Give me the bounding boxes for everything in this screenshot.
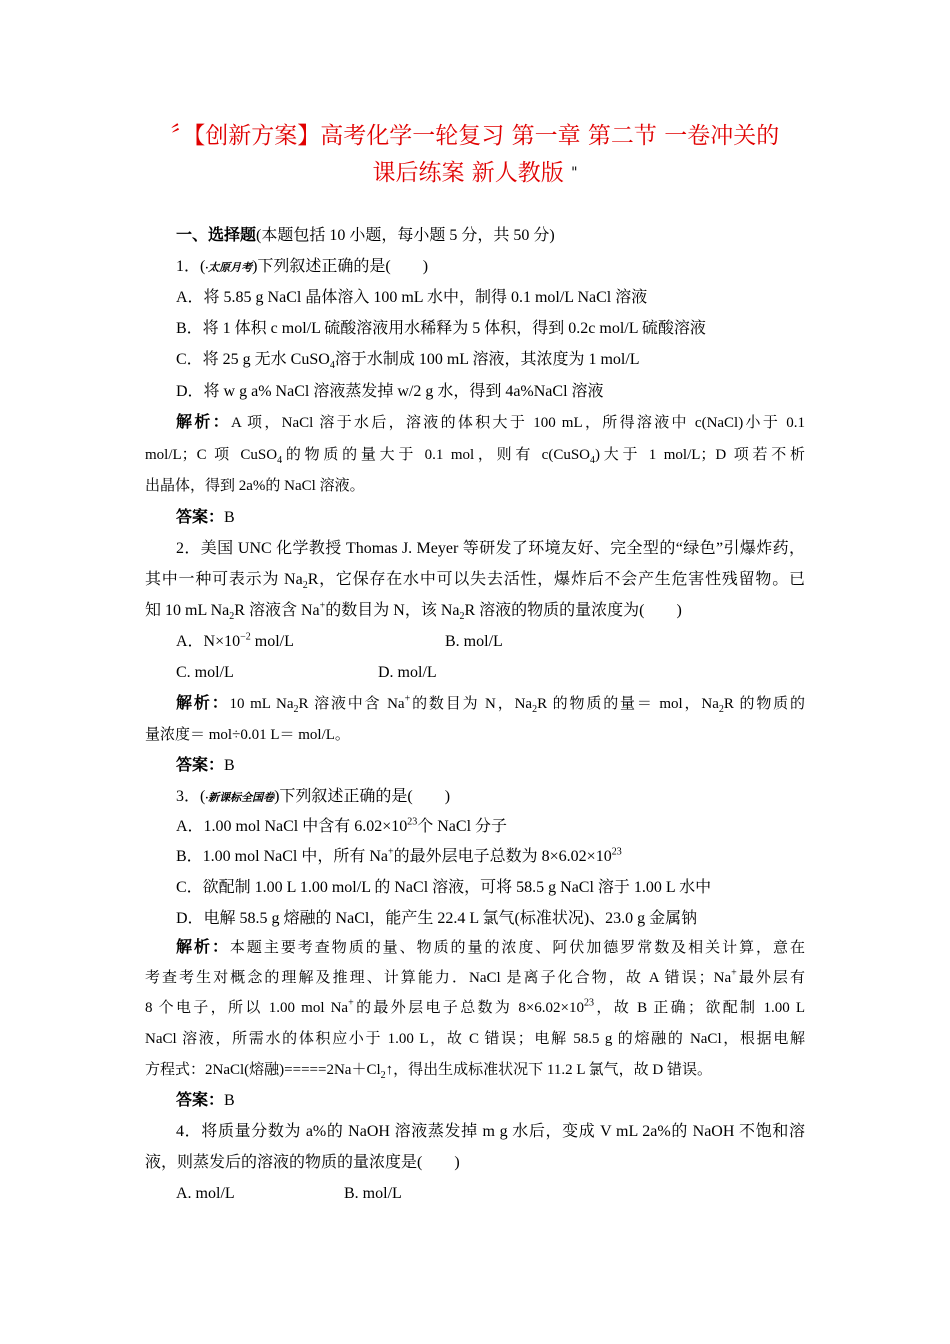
q2-line3a: 知 10 mL Na — [145, 602, 230, 619]
q3-explanation-line2 — [145, 967, 805, 989]
q1-exp-text1: A 项，NaCl 溶于水后，溶液的体积大于 100 mL，所得溶液中 c(NaCl)小于 0.1 — [230, 415, 805, 431]
q1-explanation-line2 — [145, 444, 805, 466]
q3-explanation-line4: NaCl 溶液，所需水的体积应小于 1.00 L，故 C 错误；电解 58.5 g 的熔融的 NaCl，根据电解 — [145, 1031, 805, 1047]
q2-line3-sub2: 2 — [459, 611, 465, 623]
q3-option-b-part1: B．1.00 mol NaCl 中，所有 Na — [176, 848, 388, 865]
q2-option-a-text: A．N×10 — [176, 633, 241, 650]
doc-title-line2 — [0, 154, 950, 192]
q2-exp-label: 解析： — [176, 695, 230, 712]
q2-line2b: R，它保存在水中可以失去活性，爆炸后不会产生危害性残留物。已 — [307, 571, 805, 588]
q3-explanation-line3 — [145, 997, 805, 1019]
q1-exp-sub2: 4 — [590, 455, 596, 467]
q1-stem — [176, 256, 428, 279]
q2-option-a-unit: mol/L — [250, 633, 294, 650]
q3-number: 3．( — [176, 788, 206, 805]
q2-answer-label: 答案： — [176, 757, 225, 774]
q3-option-b-sup2: 23 — [611, 846, 622, 858]
q2-answer-value: B — [224, 757, 235, 774]
q1-answer-value: B — [224, 509, 235, 526]
q2-exp1d: R 的物质的量＝ mol，Na — [537, 696, 719, 712]
q3-explanation-line1 — [176, 937, 805, 959]
q3-option-a-part1: A．1.00 mol NaCl 中含有 6.02×10 — [176, 818, 408, 835]
q3-exp3-sup2: 23 — [584, 997, 595, 1009]
q2-exp1b: R 溶液中含 Na — [298, 696, 405, 712]
q3-answer — [176, 1090, 235, 1112]
q2-stem-line3 — [145, 600, 682, 622]
q1-answer — [176, 507, 235, 529]
q1-option-c — [176, 349, 640, 371]
q1-option-c-part1: C．将 25 g 无水 CuSO — [176, 351, 330, 368]
q1-source: ·太原月考 — [205, 262, 253, 274]
q1-option-a: A．将 5.85 g NaCl 晶体溶入 100 mL 水中，制得 0.1 mol/L NaCl 溶液 — [176, 289, 648, 306]
q4-stem-line2: 液，则蒸发后的溶液的物质的量浓度是( ) — [145, 1154, 460, 1171]
q1-exp-text2a: mol/L；C 项 CuSO — [145, 447, 278, 463]
q1-answer-label: 答案： — [176, 509, 225, 526]
q1-exp-text2c: )大于 1 mol/L；D 项若不析 — [595, 447, 805, 463]
q1-exp-text2b: 的物质的量大于 0.1 mol，则有 c(CuSO — [282, 447, 591, 463]
q4-option-b: B. mol/L — [344, 1185, 402, 1202]
q2-option-b: B. mol/L — [445, 633, 503, 650]
q4-stem-line1: 4．将质量分数为 a%的 NaOH 溶液蒸发掉 m g 水后，变成 V mL 2a%的 NaOH 不饱和溶 — [176, 1123, 805, 1140]
q3-exp5a: 方程式：2NaCl(熔融)=====2Na＋Cl — [145, 1062, 381, 1078]
q3-exp1: 本题主要考查物质的量、物质的量的浓度、阿伏加德罗常数及相关计算，意在 — [229, 940, 805, 956]
q3-answer-label: 答案： — [176, 1092, 225, 1109]
q2-stem-line2 — [145, 569, 805, 591]
q2-exp1e: R 的物质的 — [723, 696, 806, 712]
title-text-2: 课后练案 新人教版 — [372, 160, 564, 186]
q3-exp5-sub: 2 — [380, 1070, 386, 1082]
q3-explanation-line5 — [145, 1059, 712, 1081]
q2-option-d: D. mol/L — [378, 664, 437, 681]
title-close-quote: " — [571, 165, 578, 181]
q1-option-b: B．将 1 体积 c mol/L 硫酸溶液用水稀释为 5 体积，得到 0.2c mol/L 硫酸溶液 — [176, 320, 706, 337]
q1-number: 1．( — [176, 258, 206, 275]
q1-option-c-part2: 溶于水制成 100 mL 溶液，其浓度为 1 mol/L — [334, 351, 640, 368]
q3-option-b-part2: 的最外层电子总数为 8×6.02×10 — [393, 848, 612, 865]
q2-exp1a: 10 mL Na — [229, 696, 294, 712]
q2-line3-sup: + — [319, 600, 326, 612]
q3-option-a-sup: 23 — [407, 816, 418, 828]
q3-exp2a: 考查考生对概念的理解及推理、计算能力．NaCl 是离子化合物，故 A 错误；Na — [145, 970, 732, 986]
q3-option-b — [176, 846, 622, 868]
q3-exp-label: 解析： — [176, 939, 230, 956]
q1-exp-label: 解析： — [176, 414, 231, 431]
q3-exp3a: 8 个电子，所以 1.00 mol Na — [145, 1000, 349, 1016]
q3-option-a — [176, 816, 507, 838]
q3-exp2-sup: + — [731, 967, 737, 979]
q3-option-a-part2: 个 NaCl 分子 — [417, 818, 508, 835]
doc-title-line1 — [0, 117, 950, 155]
q3-exp3c: ，故 B 正确；欲配制 1.00 L — [594, 1000, 806, 1016]
q1-stem-text: )下列叙述正确的是( ) — [252, 258, 429, 275]
q3-exp5b: ↑，得出生成标准状况下 11.2 L 氯气，故 D 错误。 — [385, 1062, 713, 1078]
q2-line3c: 的数目为 N，该 Na — [325, 602, 460, 619]
q2-line2-sub: 2 — [302, 580, 308, 592]
q2-line3b: R 溶液含 Na — [234, 602, 320, 619]
q3-exp2b: 最外层有 — [736, 970, 805, 986]
q2-line3d: R 溶液的物质的量浓度为( ) — [464, 602, 682, 619]
q2-exp1c: 的数目为 N，Na — [410, 696, 533, 712]
q3-option-b-sup1: + — [388, 846, 394, 858]
q2-exp1-sub: 2 — [293, 704, 299, 716]
q2-exp1-sup: + — [404, 693, 411, 705]
q3-stem-text: )下列叙述正确的是( ) — [274, 788, 451, 805]
q4-option-a: A. mol/L — [176, 1185, 235, 1202]
q3-answer-value: B — [224, 1092, 235, 1109]
q1-option-d: D．将 w g a% NaCl 溶液蒸发掉 w/2 g 水，得到 4a%NaCl 溶液 — [176, 383, 604, 400]
q3-exp3b: 的最外层电子总数为 8×6.02×10 — [353, 1000, 585, 1016]
q2-explanation-line1 — [176, 693, 805, 715]
q2-line2a: 其中一种可表示为 Na — [145, 571, 303, 588]
q1-exp-sub1: 4 — [277, 455, 283, 467]
q3-option-c: C．欲配制 1.00 L 1.00 mol/L 的 NaCl 溶液，可将 58.5 g NaCl 溶于 1.00 L 水中 — [176, 879, 712, 896]
q1-explanation-line3: 出晶体，得到 2a%的 NaCl 溶液。 — [145, 478, 365, 494]
section-label: 一、选择题 — [176, 227, 257, 244]
q2-line3-sub: 2 — [229, 611, 235, 623]
section-desc: (本题包括 10 小题，每小题 5 分，共 50 分) — [256, 227, 555, 244]
q2-exp1-sub3: 2 — [718, 704, 724, 716]
title-text-1: 【创新方案】高考化学一轮复习 第一章 第二节 一卷冲关的 — [193, 123, 780, 149]
q2-option-a — [176, 631, 294, 653]
q1-option-c-sub: 4 — [329, 360, 335, 372]
q2-option-c: C. mol/L — [176, 664, 234, 681]
q2-option-a-sup: −2 — [240, 631, 251, 643]
q1-explanation-line1 — [176, 412, 805, 434]
q2-explanation-line2: 量浓度＝ mol÷0.01 L＝ mol/L。 — [145, 727, 350, 743]
q3-stem — [176, 786, 450, 809]
q2-stem-line1: 2．美国 UNC 化学教授 Thomas J. Meyer 等研发了环境友好、完全型的“绿色”引爆炸药， — [176, 540, 805, 557]
q3-exp3-sup1: + — [348, 997, 354, 1009]
q3-source: ·新课标全国卷 — [205, 792, 275, 804]
section-header — [176, 225, 555, 247]
q3-option-d: D．电解 58.5 g 熔融的 NaCl，能产生 22.4 L 氯气(标准状况)、23.0 g 金属钠 — [176, 910, 698, 927]
title-open-quote: 〞 — [170, 123, 194, 149]
q2-answer — [176, 755, 235, 777]
q2-exp1-sub2: 2 — [532, 704, 538, 716]
